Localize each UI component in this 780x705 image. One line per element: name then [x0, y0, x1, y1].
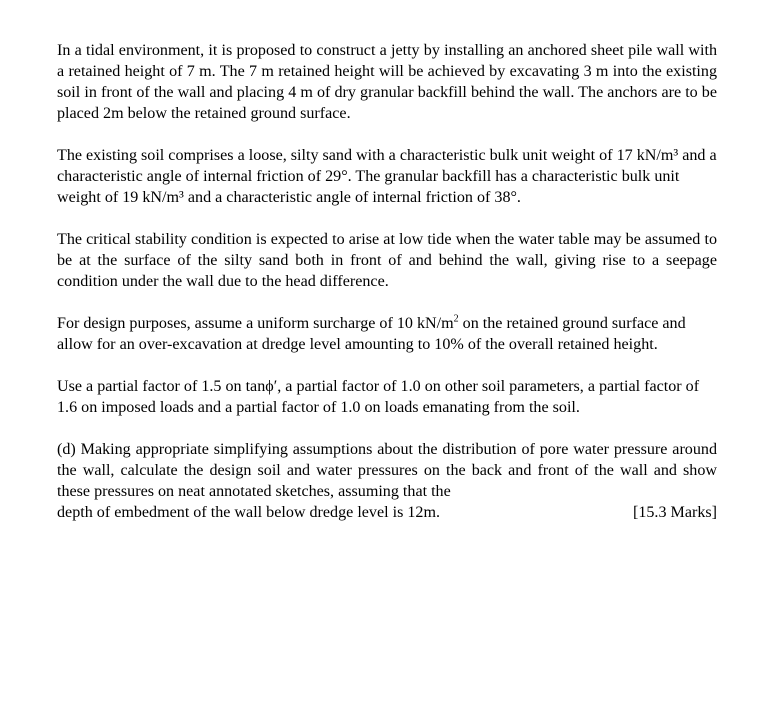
embedment-depth-text: depth of embedment of the wall below dredge level is 12m. — [57, 504, 441, 521]
question-part-d-text: (d) Making appropriate simplifying assumptions about the distribution of pore water pressure around the wall, calculate the design soil and water pressures on the back and front of the wall and show these pressures on neat annotated sketches, assuming that the — [57, 441, 717, 500]
question-part-d-last-line — [57, 502, 717, 523]
paragraph-stability-condition: The critical stability condition is expected to arise at low tide when the water table may be assumed to be at the surface of the silty sand both in front of and behind the wall, giving rise to a seepage condition under the wall due to the head difference. — [57, 231, 717, 290]
paragraph-context: In a tidal environment, it is proposed to construct a jetty by installing an anchored sheet pile wall with a retained height of 7 m. The 7 m retained height will be achieved by excavating 3 m into the existing soil in front of the wall and placing 4 m of dry granular backfill behind the wall. The anchors are to be placed 2m below the retained ground surface. — [57, 42, 717, 122]
design-assumptions-text: on the retained ground surface and allow for an over-excavation at dredge level amounting to 10% of the overall retained height. — [57, 315, 686, 353]
superscript-exponent: 2 — [453, 313, 459, 325]
paragraph-partial-factors: Use a partial factor of 1.5 on tanϕ′, a partial factor of 1.0 on other soil parameters, a partial factor of 1.6 on imposed loads and a partial factor of 1.0 on loads emanating from the soil. — [57, 378, 700, 416]
question-document — [57, 40, 717, 544]
question-part-d — [57, 439, 717, 523]
marks-label: [15.3 Marks] — [632, 504, 717, 521]
paragraph-soil-properties: The existing soil comprises a loose, silty sand with a characteristic bulk unit weight of 17 kN/m³ and a characteristic angle of internal friction of 29°. The granular backfill has a characteristic bulk unit weight of 19 kN/m³ and a characteristic angle of internal friction of 38°. — [57, 147, 717, 206]
surcharge-text: For design purposes, assume a uniform surcharge of 10 kN/m — [57, 315, 454, 332]
paragraph-design-assumptions — [57, 313, 717, 355]
